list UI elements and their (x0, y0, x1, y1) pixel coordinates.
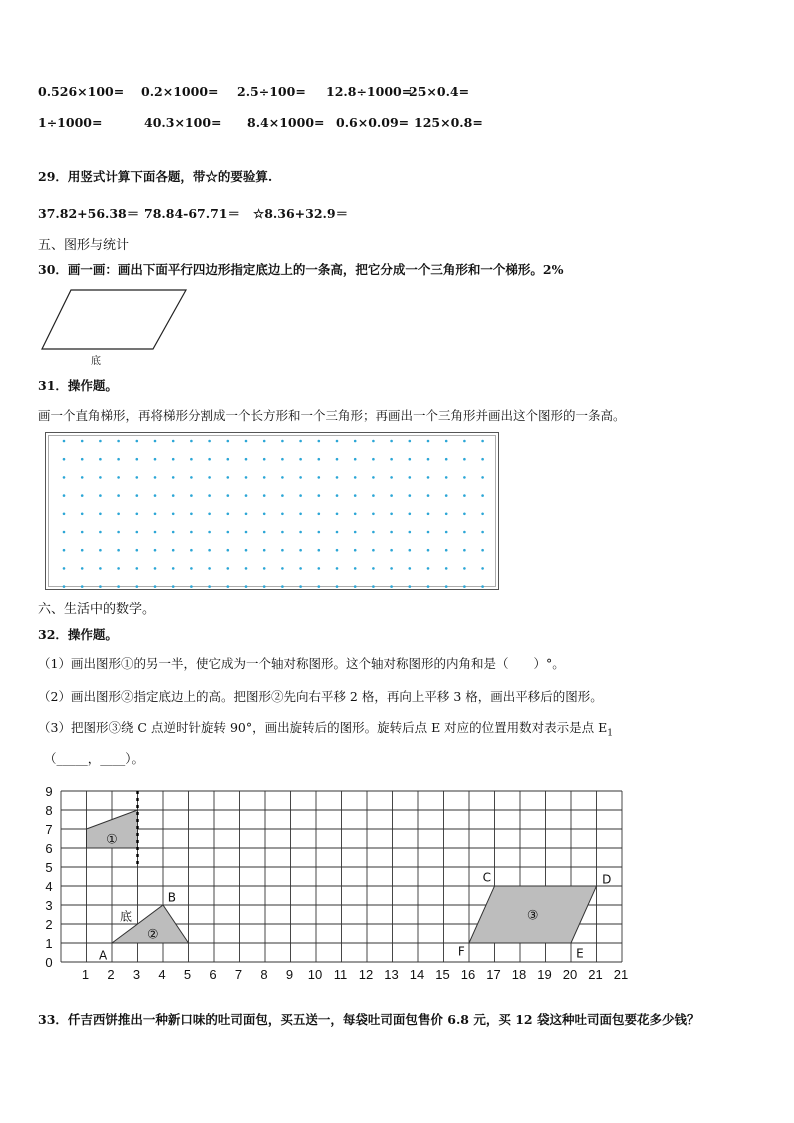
grid-dot (81, 585, 84, 588)
x-tick-label: 7 (234, 967, 243, 982)
grid-dot (263, 585, 266, 588)
x-tick-label: 17 (486, 967, 501, 982)
x-tick-label: 21 (588, 967, 603, 982)
grid-dot (154, 531, 157, 534)
grid-dot (318, 458, 321, 461)
grid-dot (299, 458, 302, 461)
grid-dot (481, 549, 484, 552)
grid-dot (318, 513, 321, 516)
q32-item-3-answer: （_____，____）。 (44, 751, 145, 766)
grid-dot (354, 585, 357, 588)
grid-dot (190, 585, 193, 588)
grid-dot (463, 458, 466, 461)
grid-dot (263, 531, 266, 534)
grid-dot (481, 513, 484, 516)
grid-dot (99, 476, 102, 479)
grid-dot (463, 476, 466, 479)
y-tick-label: 3 (45, 898, 53, 913)
grid-dot (354, 494, 357, 497)
point-f-label: F (457, 944, 465, 959)
grid-dot (208, 531, 211, 534)
grid-dot (372, 440, 375, 443)
grid-dot (208, 585, 211, 588)
grid-dot (99, 440, 102, 443)
grid-dot (354, 567, 357, 570)
grid-dot (318, 549, 321, 552)
grid-dot (172, 458, 175, 461)
grid-dot (427, 458, 430, 461)
grid-dot (372, 531, 375, 534)
grid-dot (172, 476, 175, 479)
shape-2-label: ② (146, 927, 159, 943)
grid-dot (427, 476, 430, 479)
q29-item: ☆8.36+32.9＝ (253, 206, 349, 221)
grid-dot (136, 440, 139, 443)
x-tick-label: 4 (158, 967, 166, 982)
grid-dot (154, 585, 157, 588)
grid-dot (409, 476, 412, 479)
q32-item-1: （1）画出图形①的另一半，使它成为一个轴对称图形。这个轴对称图形的内角和是（ ）°。 (38, 656, 565, 671)
point-c-label: C (482, 870, 492, 885)
grid-dot (172, 567, 175, 570)
grid-dot (263, 549, 266, 552)
q31-instruction: 画一个直角梯形，再将梯形分割成一个长方形和一个三角形；再画出一个三角形并画出这个图形的一条高。 (38, 408, 626, 423)
calc-item: 0.2×1000= (141, 84, 219, 99)
y-tick-label: 9 (45, 784, 53, 799)
q32-item-3-text: （3）把图形③绕 C 点逆时针旋转 90°，画出旋转后的图形。旋转后点 E 对应的位置用数对表示是点 E (38, 720, 608, 735)
grid-dot (63, 440, 66, 443)
grid-dot (390, 494, 393, 497)
grid-dot (136, 476, 139, 479)
x-tick-label: 10 (307, 967, 323, 982)
grid-dot (99, 494, 102, 497)
grid-dot (445, 440, 448, 443)
x-tick-label: 13 (384, 967, 399, 982)
grid-dot (227, 513, 230, 516)
point-b-label: B (167, 890, 177, 905)
y-tick-label: 4 (45, 879, 53, 894)
grid-dot (445, 549, 448, 552)
grid-dot (172, 549, 175, 552)
grid-dot (227, 549, 230, 552)
x-tick-label: 18 (511, 967, 527, 982)
grid-dot (263, 476, 266, 479)
grid-dot (354, 476, 357, 479)
q29-item: 78.84-67.71＝ (144, 206, 240, 221)
q30-title: 30．画一画：画出下面平行四边形指定底边上的一条高，把它分成一个三角形和一个梯形。2% (38, 262, 564, 277)
grid-dot (427, 531, 430, 534)
y-tick-label: 0 (45, 955, 53, 970)
calc-item: 0.6×0.09= (336, 115, 410, 130)
shape-3-label: ③ (526, 908, 539, 924)
grid-dot (190, 458, 193, 461)
grid-dot (372, 549, 375, 552)
grid-dot (463, 585, 466, 588)
grid-dot (336, 585, 339, 588)
grid-dot (136, 494, 139, 497)
grid-dot (63, 476, 66, 479)
y-tick-label: 6 (45, 841, 53, 856)
grid-dot (390, 458, 393, 461)
grid-dot (245, 513, 248, 516)
grid-dot (136, 549, 139, 552)
grid-dot (336, 567, 339, 570)
point-e-label: E (576, 946, 584, 961)
grid-dot (481, 585, 484, 588)
grid-dot (336, 549, 339, 552)
grid-dot (427, 585, 430, 588)
grid-dot (263, 567, 266, 570)
grid-dot (427, 513, 430, 516)
grid-dot (99, 567, 102, 570)
q32-item-2: （2）画出图形②指定底边上的高。把图形②先向右平移 2 格，再向上平移 3 格，画出平移后的图形。 (38, 689, 603, 704)
grid-dot (390, 440, 393, 443)
grid-dot (154, 567, 157, 570)
grid-dot (281, 458, 284, 461)
grid-dot (154, 476, 157, 479)
grid-dot (117, 585, 120, 588)
y-tick-label: 1 (45, 936, 53, 951)
x-tick-label: 20 (562, 967, 578, 982)
grid-dot (445, 494, 448, 497)
grid-dot (117, 476, 120, 479)
x-tick-label: 2 (107, 967, 115, 982)
dot-grid-canvas[interactable] (45, 432, 499, 590)
grid-dot (336, 440, 339, 443)
grid-dot (281, 476, 284, 479)
calc-item: 8.4×1000= (247, 115, 325, 130)
q32-title: 32．操作题。 (38, 627, 118, 642)
grid-dot (81, 567, 84, 570)
x-tick-label: 14 (409, 967, 425, 982)
y-tick-label: 7 (45, 822, 53, 837)
grid-dot (390, 567, 393, 570)
grid-dot (117, 458, 120, 461)
grid-dot (208, 458, 211, 461)
grid-dot (117, 567, 120, 570)
grid-dot (336, 494, 339, 497)
grid-dot (190, 531, 193, 534)
calc-item: 2.5÷100= (237, 84, 306, 99)
grid-dot (136, 531, 139, 534)
grid-dot (81, 531, 84, 534)
x-tick-label: 3 (132, 967, 141, 982)
grid-dot (299, 531, 302, 534)
grid-dot (117, 513, 120, 516)
grid-dot (227, 440, 230, 443)
shape-2-base-label: 底 (120, 909, 133, 924)
q31-title: 31．操作题。 (38, 378, 118, 393)
grid-dot (281, 513, 284, 516)
grid-dot (263, 440, 266, 443)
grid-dot (354, 513, 357, 516)
grid-dot (336, 513, 339, 516)
grid-dot (136, 458, 139, 461)
grid-dot (409, 458, 412, 461)
grid-dot (481, 531, 484, 534)
grid-dot (354, 531, 357, 534)
grid-dot (481, 440, 484, 443)
grid-dot (99, 531, 102, 534)
grid-dot (299, 494, 302, 497)
grid-dot (227, 458, 230, 461)
grid-dot (99, 549, 102, 552)
x-tick-label: 16 (460, 967, 476, 982)
grid-dot (154, 458, 157, 461)
grid-dot (372, 513, 375, 516)
calc-item: 0.526×100= (38, 84, 125, 99)
grid-dot (427, 567, 430, 570)
grid-dot (117, 494, 120, 497)
grid-dot (427, 440, 430, 443)
grid-dot (445, 585, 448, 588)
grid-dot (99, 513, 102, 516)
calc-item: 12.8÷1000= (326, 84, 413, 99)
q29-title: 29．用竖式计算下面各题，带☆的要验算. (38, 169, 273, 184)
grid-dot (190, 549, 193, 552)
grid-dot (245, 458, 248, 461)
grid-dot (281, 440, 284, 443)
grid-dot (263, 458, 266, 461)
shape-1-label: ① (106, 832, 118, 848)
grid-dot (154, 494, 157, 497)
grid-dot (227, 585, 230, 588)
grid-dot (63, 458, 66, 461)
grid-dot (208, 513, 211, 516)
grid-dot (208, 440, 211, 443)
grid-dot (136, 513, 139, 516)
x-tick-label: 5 (183, 967, 192, 982)
grid-dot (63, 531, 66, 534)
x-tick-label: 6 (209, 967, 217, 982)
y-tick-label: 5 (45, 860, 53, 875)
grid-dot (281, 531, 284, 534)
grid-dot (99, 458, 102, 461)
parallelogram-figure (38, 285, 193, 370)
grid-dot (227, 531, 230, 534)
grid-dot (245, 585, 248, 588)
coordinate-grid (36, 780, 636, 985)
x-tick-label: 12 (358, 967, 374, 982)
grid-dot (463, 494, 466, 497)
grid-dot (445, 513, 448, 516)
grid-dot (117, 549, 120, 552)
grid-dot (409, 585, 412, 588)
grid-dot (463, 440, 466, 443)
grid-dot (299, 513, 302, 516)
grid-dot (481, 476, 484, 479)
grid-dot (336, 531, 339, 534)
grid-dot (63, 513, 66, 516)
grid-dot (81, 494, 84, 497)
y-tick-label: 8 (45, 803, 53, 818)
grid-dot (172, 494, 175, 497)
grid-dot (227, 476, 230, 479)
grid-dot (281, 585, 284, 588)
grid-dot (136, 585, 139, 588)
grid-dot (245, 531, 248, 534)
grid-dot (245, 494, 248, 497)
grid-dot (190, 476, 193, 479)
grid-dot (154, 513, 157, 516)
grid-dot (154, 440, 157, 443)
grid-dot (245, 440, 248, 443)
grid-dot (481, 494, 484, 497)
grid-dot (318, 440, 321, 443)
grid-dot (336, 476, 339, 479)
grid-dot (245, 476, 248, 479)
point-d-label: D (602, 872, 612, 887)
grid-dot (445, 476, 448, 479)
x-tick-label: 21 (613, 967, 629, 982)
grid-dot (117, 531, 120, 534)
grid-dot (336, 458, 339, 461)
q29-item: 37.82+56.38＝ (38, 206, 140, 221)
grid-dot (190, 513, 193, 516)
grid-dot (63, 585, 66, 588)
grid-dot (281, 567, 284, 570)
point-a-label: A (98, 948, 108, 963)
grid-dot (190, 567, 193, 570)
grid-dot (208, 494, 211, 497)
grid-dot (172, 531, 175, 534)
parallelogram-base-label: 底 (91, 356, 101, 367)
q32-item-3 (38, 718, 613, 739)
grid-dot (63, 494, 66, 497)
grid-dot (172, 585, 175, 588)
grid-dot (299, 549, 302, 552)
grid-dot (81, 513, 84, 516)
grid-dot (318, 531, 321, 534)
grid-dot (154, 549, 157, 552)
grid-dot (318, 585, 321, 588)
grid-dot (427, 494, 430, 497)
grid-dot (390, 476, 393, 479)
grid-dot (208, 567, 211, 570)
grid-dot (445, 531, 448, 534)
grid-dot (481, 458, 484, 461)
grid-dot (263, 494, 266, 497)
grid-dot (390, 585, 393, 588)
grid-dot (372, 476, 375, 479)
x-tick-label: 15 (435, 967, 450, 982)
grid-dot (281, 549, 284, 552)
grid-dot (463, 513, 466, 516)
x-tick-label: 9 (285, 967, 294, 982)
grid-dot (409, 567, 412, 570)
q32-item-3-subscript: 1 (607, 728, 613, 739)
grid-dot (463, 567, 466, 570)
grid-dot (245, 567, 248, 570)
grid-dot (299, 585, 302, 588)
grid-dot (409, 440, 412, 443)
x-tick-label: 11 (333, 967, 348, 982)
x-tick-label: 1 (81, 967, 90, 982)
grid-dot (299, 567, 302, 570)
grid-dot (281, 494, 284, 497)
y-tick-label: 2 (45, 917, 53, 932)
grid-dot (136, 567, 139, 570)
grid-dot (409, 513, 412, 516)
grid-dot (318, 567, 321, 570)
grid-dot (409, 531, 412, 534)
grid-dot (299, 440, 302, 443)
section-5-heading: 五、图形与统计 (38, 238, 130, 253)
grid-dot (318, 476, 321, 479)
calc-item: 40.3×100= (144, 115, 222, 130)
grid-dot (318, 494, 321, 497)
grid-dot (409, 494, 412, 497)
grid-dot (245, 549, 248, 552)
x-tick-label: 8 (260, 967, 268, 982)
calc-item: 1÷1000= (38, 115, 103, 130)
grid-dot (445, 458, 448, 461)
grid-dot (372, 458, 375, 461)
grid-dot (208, 549, 211, 552)
grid-dot (190, 440, 193, 443)
grid-dot (445, 567, 448, 570)
grid-dot (81, 458, 84, 461)
grid-dot (227, 567, 230, 570)
grid-dot (372, 567, 375, 570)
grid-dot (354, 549, 357, 552)
grid-dot (390, 531, 393, 534)
grid-dot (208, 476, 211, 479)
grid-dot (172, 513, 175, 516)
calc-item: 125×0.8= (414, 115, 483, 130)
x-tick-label: 19 (537, 967, 552, 982)
grid-dot (117, 440, 120, 443)
grid-dot (354, 440, 357, 443)
calc-item: 25×0.4= (409, 84, 470, 99)
grid-dot (390, 549, 393, 552)
grid-dot (81, 549, 84, 552)
grid-dot (372, 585, 375, 588)
grid-dot (481, 567, 484, 570)
grid-dot (299, 476, 302, 479)
grid-dot (63, 549, 66, 552)
grid-dot (99, 585, 102, 588)
grid-dot (390, 513, 393, 516)
grid-dot (227, 494, 230, 497)
grid-dot (81, 476, 84, 479)
grid-dot (263, 513, 266, 516)
grid-dot (81, 440, 84, 443)
grid-dot (354, 458, 357, 461)
section-6-heading: 六、生活中的数学。 (38, 602, 156, 617)
grid-dot (172, 440, 175, 443)
grid-dot (63, 567, 66, 570)
grid-dot (463, 549, 466, 552)
grid-dot (372, 494, 375, 497)
grid-dot (409, 549, 412, 552)
grid-dot (463, 531, 466, 534)
q33-title: 33．仟吉西饼推出一种新口味的吐司面包，买五送一，每袋吐司面包售价 6.8 元，买 12 袋这种吐司面包要花多少钱？ (38, 1012, 700, 1027)
grid-dot (427, 549, 430, 552)
grid-dot (190, 494, 193, 497)
